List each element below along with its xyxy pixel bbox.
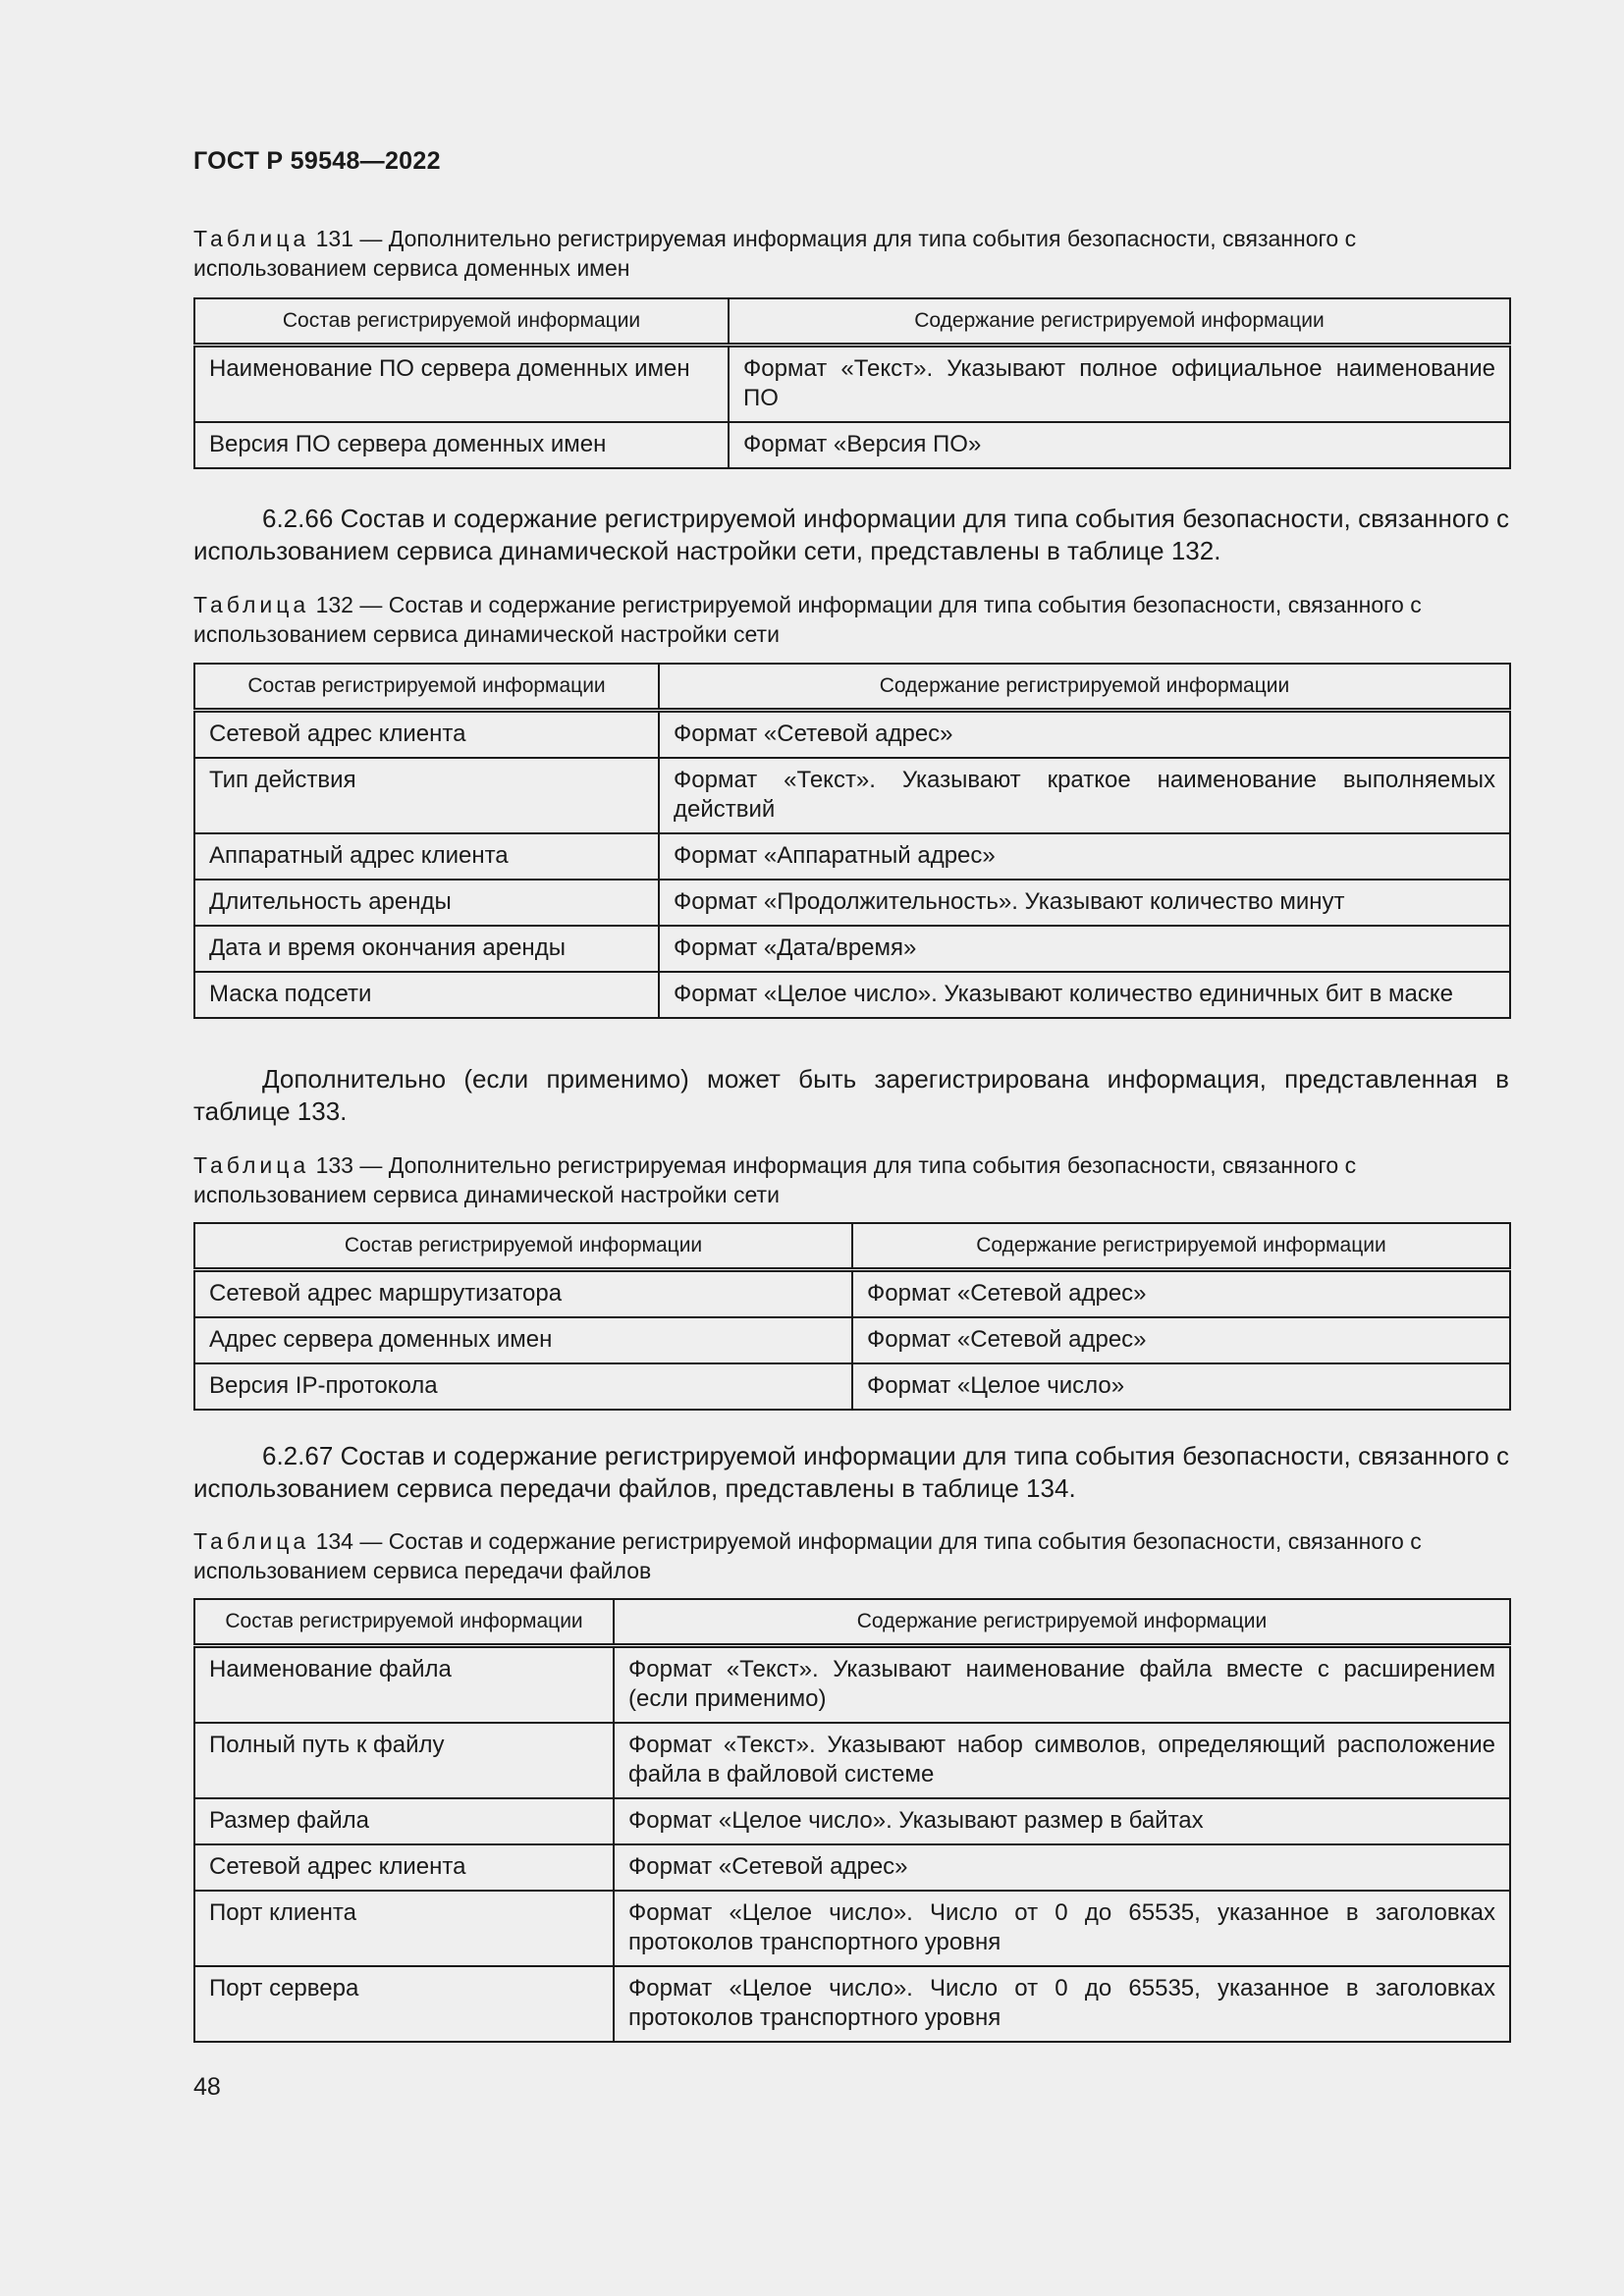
caption-word: Таблица: [193, 592, 310, 617]
table-cell: Адрес сервера доменных имен: [194, 1317, 852, 1363]
table-134-container: [193, 1598, 1509, 2043]
table-132: [193, 663, 1511, 1019]
table-row: [194, 1723, 1510, 1798]
column-header-content: Содержание регистрируемой информации: [729, 298, 1510, 346]
table-cell: Размер файла: [194, 1798, 614, 1844]
caption-text: 132 — Состав и содержание регистрируемой информации для типа события безопасности, связанного с использованием сервиса динамической настройки сети: [193, 592, 1422, 647]
table-row: [194, 346, 1510, 423]
column-header-composition: Состав регистрируемой информации: [194, 1599, 614, 1646]
table-134: [193, 1598, 1511, 2043]
table-row: [194, 1798, 1510, 1844]
column-header-composition: Состав регистрируемой информации: [194, 1223, 852, 1270]
table-cell: Формат «Сетевой адрес»: [659, 711, 1510, 759]
table-134-caption: [193, 1526, 1509, 1585]
table-cell: Формат «Целое число»: [852, 1363, 1510, 1410]
table-row: [194, 1891, 1510, 1966]
paragraph-6-2-67: 6.2.67 Состав и содержание регистрируемой информации для типа события безопасности, связанного с использованием сервиса передачи файлов, представлены в таблице 134.: [193, 1441, 1509, 1503]
caption-text: 131 — Дополнительно регистрируемая информация для типа события безопасности, связанного с использованием сервиса доменных имен: [193, 226, 1357, 281]
table-header-row: [194, 1223, 1510, 1270]
paragraph-6-2-66: 6.2.66 Состав и содержание регистрируемой информации для типа события безопасности, связанного с использованием сервиса динамической настройки сети, представлены в таблице 132.: [193, 504, 1509, 565]
page-number: 48: [193, 2073, 221, 2101]
column-header-content: Содержание регистрируемой информации: [614, 1599, 1510, 1646]
table-row: [194, 1646, 1510, 1724]
table-row: [194, 1270, 1510, 1318]
table-cell: Версия IP-протокола: [194, 1363, 852, 1410]
table-cell: Аппаратный адрес клиента: [194, 833, 659, 880]
table-cell: Формат «Целое число». Указывают количество единичных бит в маске: [659, 972, 1510, 1018]
column-header-content: Содержание регистрируемой информации: [659, 664, 1510, 711]
table-133: [193, 1222, 1511, 1411]
table-row: [194, 833, 1510, 880]
table-cell: Дата и время окончания аренды: [194, 926, 659, 972]
table-row: [194, 972, 1510, 1018]
table-133-caption: [193, 1150, 1509, 1209]
table-header-row: [194, 664, 1510, 711]
table-cell: Формат «Версия ПО»: [729, 422, 1510, 468]
table-cell: Формат «Целое число». Число от 0 до 65535, указанное в заголовках протоколов транспортного уровня: [614, 1966, 1510, 2042]
table-cell: Формат «Сетевой адрес»: [614, 1844, 1510, 1891]
table-row: [194, 422, 1510, 468]
caption-word: Таблица: [193, 226, 310, 251]
table-cell: Формат «Аппаратный адрес»: [659, 833, 1510, 880]
table-cell: Маска подсети: [194, 972, 659, 1018]
table-131-container: [193, 297, 1509, 469]
column-header-composition: Состав регистрируемой информации: [194, 298, 729, 346]
table-cell: Формат «Текст». Указывают полное официальное наименование ПО: [729, 346, 1510, 423]
table-cell: Наименование ПО сервера доменных имен: [194, 346, 729, 423]
table-row: [194, 1844, 1510, 1891]
table-132-container: [193, 663, 1509, 1019]
column-header-composition: Состав регистрируемой информации: [194, 664, 659, 711]
table-header-row: [194, 298, 1510, 346]
table-cell: Формат «Сетевой адрес»: [852, 1270, 1510, 1318]
table-row: [194, 1363, 1510, 1410]
column-header-content: Содержание регистрируемой информации: [852, 1223, 1510, 1270]
table-132-caption: [193, 590, 1509, 649]
table-cell: Формат «Целое число». Указывают размер в байтах: [614, 1798, 1510, 1844]
table-row: [194, 1966, 1510, 2042]
table-cell: Тип действия: [194, 758, 659, 833]
table-cell: Порт клиента: [194, 1891, 614, 1966]
table-cell: Сетевой адрес клиента: [194, 711, 659, 759]
table-cell: Длительность аренды: [194, 880, 659, 926]
table-cell: Версия ПО сервера доменных имен: [194, 422, 729, 468]
paragraph-additional: Дополнительно (если применимо) может быть зарегистрирована информация, представленная в таблице 133.: [193, 1064, 1509, 1126]
caption-text: 133 — Дополнительно регистрируемая информация для типа события безопасности, связанного с использованием сервиса динамической настройки сети: [193, 1152, 1357, 1207]
table-row: [194, 758, 1510, 833]
table-header-row: [194, 1599, 1510, 1646]
table-row: [194, 1317, 1510, 1363]
table-cell: Формат «Текст». Указывают краткое наименование выполняемых действий: [659, 758, 1510, 833]
table-cell: Формат «Продолжительность». Указывают количество минут: [659, 880, 1510, 926]
table-cell: Формат «Текст». Указывают набор символов, определяющий расположение файла в файловой системе: [614, 1723, 1510, 1798]
table-cell: Порт сервера: [194, 1966, 614, 2042]
table-cell: Формат «Сетевой адрес»: [852, 1317, 1510, 1363]
table-cell: Полный путь к файлу: [194, 1723, 614, 1798]
table-131: [193, 297, 1511, 469]
table-cell: Формат «Целое число». Число от 0 до 65535, указанное в заголовках протоколов транспортного уровня: [614, 1891, 1510, 1966]
table-cell: Наименование файла: [194, 1646, 614, 1724]
document-id-header: ГОСТ Р 59548—2022: [193, 147, 441, 175]
table-131-caption: [193, 224, 1509, 283]
table-row: [194, 880, 1510, 926]
table-row: [194, 926, 1510, 972]
table-cell: Сетевой адрес клиента: [194, 1844, 614, 1891]
caption-text: 134 — Состав и содержание регистрируемой информации для типа события безопасности, связанного с использованием сервиса передачи файлов: [193, 1528, 1422, 1583]
table-cell: Формат «Текст». Указывают наименование файла вместе с расширением (если применимо): [614, 1646, 1510, 1724]
table-cell: Сетевой адрес маршрутизатора: [194, 1270, 852, 1318]
table-cell: Формат «Дата/время»: [659, 926, 1510, 972]
caption-word: Таблица: [193, 1152, 310, 1178]
caption-word: Таблица: [193, 1528, 310, 1554]
table-133-container: [193, 1222, 1509, 1411]
table-row: [194, 711, 1510, 759]
